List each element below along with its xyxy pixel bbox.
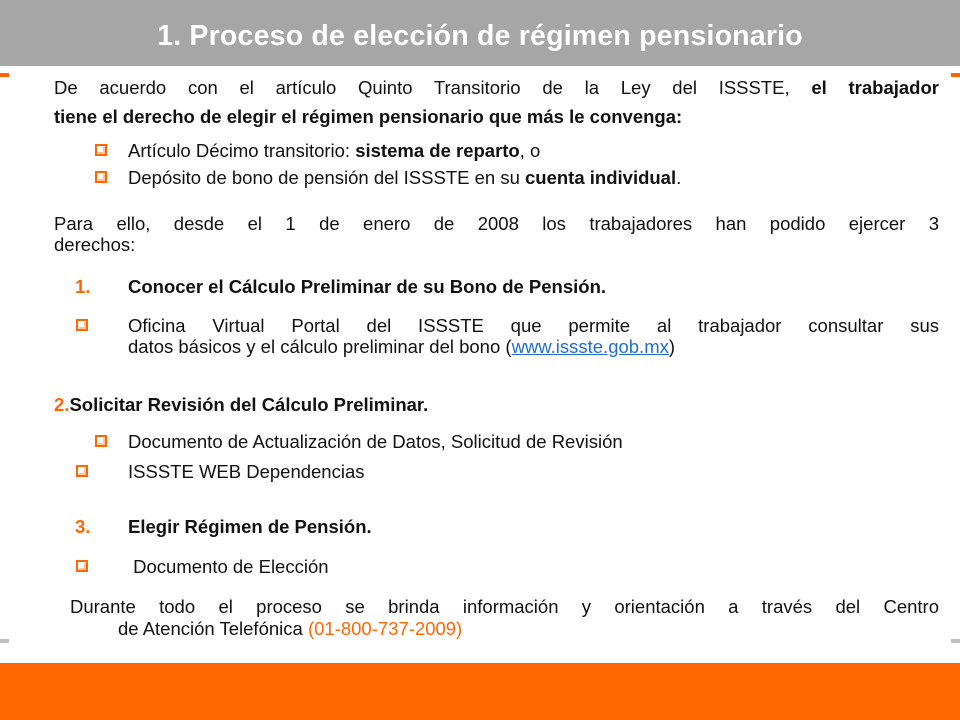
checkbox-bullet-icon <box>76 465 88 477</box>
step-1-item-line-2 <box>128 336 939 358</box>
step-1-title: Conocer el Cálculo Preliminar de su Bono de Pensión. <box>128 276 607 297</box>
checkbox-bullet-icon <box>95 144 107 156</box>
rights-intro-line-2: derechos: <box>54 234 136 255</box>
step-3-number: 3. <box>75 516 91 537</box>
option-text: Artículo Décimo transitorio: <box>128 140 356 161</box>
step-2-item-2: ISSSTE WEB Dependencias <box>128 461 365 482</box>
option-bold: cuenta individual <box>525 167 677 188</box>
intro-line-2: tiene el derecho de elegir el régimen pensionario que más le convenga: <box>54 106 683 127</box>
checkbox-bullet-icon <box>95 171 107 183</box>
step-3-title: Elegir Régimen de Pensión. <box>128 516 372 537</box>
step-1-item-close: ) <box>668 336 676 357</box>
option-after: . <box>676 167 682 188</box>
intro-line-1 <box>54 77 939 99</box>
intro-text: De acuerdo con el artículo Quinto Transitorio de la Ley del ISSSTE, <box>54 77 790 98</box>
closing-text: de Atención Telefónica <box>118 618 308 639</box>
phone-number: (01-800-737-2009) <box>307 618 463 639</box>
step-2-title: Solicitar Revisión del Cálculo Preliminar. <box>69 394 429 415</box>
closing-line-1: Durante todo el proceso se brinda información y orientación a través del Centro <box>70 596 939 617</box>
option-bold: sistema de reparto <box>355 140 520 161</box>
option-after: , o <box>519 140 541 161</box>
step-3-item-1: Documento de Elección <box>128 556 329 577</box>
footer-bar <box>0 663 960 720</box>
step-1-item-line-1: Oficina Virtual Portal del ISSSTE que permite al trabajador consultar sus <box>128 315 939 336</box>
checkbox-bullet-icon <box>76 560 88 572</box>
intro-bold-1: el trabajador <box>789 77 939 98</box>
checkbox-bullet-icon <box>76 319 88 331</box>
step-2-number: 2. <box>54 394 70 415</box>
step-1-number: 1. <box>75 276 91 297</box>
closing-line-2 <box>118 618 939 640</box>
option-text: Depósito de bono de pensión del ISSSTE en su <box>128 167 525 188</box>
issste-website-link[interactable]: www.issste.gob.mx <box>511 336 669 357</box>
checkbox-bullet-icon <box>95 435 107 447</box>
rights-intro-line-1: Para ello, desde el 1 de enero de 2008 los trabajadores han podido ejercer 3 <box>54 213 939 234</box>
option-cuenta-individual <box>128 167 928 189</box>
page-title: 1. Proceso de elección de régimen pensionario <box>157 20 803 52</box>
step-2-item-1: Documento de Actualización de Datos, Solicitud de Revisión <box>128 431 623 452</box>
step-2-heading <box>54 394 854 416</box>
step-1-item-text: datos básicos y el cálculo preliminar del bono ( <box>128 336 512 357</box>
option-reparto <box>128 140 928 162</box>
